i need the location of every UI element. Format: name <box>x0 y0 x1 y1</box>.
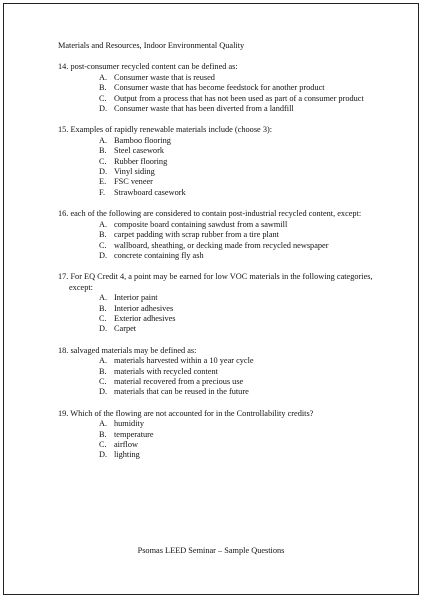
option-letter: C. <box>99 93 107 103</box>
answer-option <box>99 419 398 429</box>
option-letter: C. <box>99 440 107 449</box>
option-letter: A. <box>99 135 108 145</box>
option-text: materials harvested within a 10 year cycle <box>114 356 254 366</box>
answer-option <box>99 157 398 167</box>
answer-option <box>99 167 398 177</box>
answer-option <box>99 241 398 251</box>
answer-option <box>99 387 398 397</box>
question-block <box>58 62 398 114</box>
option-text: Vinyl siding <box>114 167 155 177</box>
question-text: 14. post-consumer recycled content can be defined as: <box>58 62 238 72</box>
option-text: Consumer waste that has become feedstock for another product <box>114 83 325 93</box>
answer-option <box>99 94 398 104</box>
option-letter: A. <box>99 419 108 429</box>
option-letter: D. <box>99 324 108 334</box>
option-text: wallboard, sheathing, or decking made from recycled newspaper <box>114 240 329 250</box>
option-text: materials with recycled content <box>114 366 218 376</box>
answer-option <box>99 251 398 261</box>
option-letter: D. <box>99 250 108 260</box>
option-letter: B. <box>99 366 107 376</box>
option-text: Interior adhesives <box>114 303 174 313</box>
option-letter: B. <box>99 146 107 156</box>
answer-option <box>99 83 398 93</box>
option-letter: C. <box>99 156 107 166</box>
answer-option <box>99 324 398 334</box>
option-text: concrete containing fly ash <box>114 250 204 260</box>
option-text: Steel casework <box>114 146 164 156</box>
answer-option <box>99 314 398 324</box>
option-text: Strawboard casework <box>114 187 186 197</box>
answer-option <box>99 367 398 377</box>
option-text: carpet padding with scrap rubber from a tire plant <box>114 230 279 240</box>
answer-option <box>99 440 398 450</box>
option-text: Consumer waste that is reused <box>114 72 215 82</box>
option-text: Rubber flooring <box>114 156 168 166</box>
question-list <box>58 62 398 460</box>
option-letter: E. <box>99 177 107 187</box>
option-letter: C. <box>99 313 107 323</box>
page-footer: Psomas LEED Seminar – Sample Questions <box>137 546 285 555</box>
option-letter: D. <box>99 104 108 114</box>
page-content <box>58 41 398 472</box>
question-text: 16. each of the following are considered to contain post-industrial recycled content, except: <box>58 209 362 219</box>
option-letter: B. <box>99 429 107 439</box>
option-text: Carpet <box>114 324 137 334</box>
option-text: FSC veneer <box>114 177 153 187</box>
option-text: Bamboo flooring <box>114 135 171 145</box>
question-text: 17. For EQ Credit 4, a point may be earned for low VOC materials in the following categories, except: <box>58 272 373 292</box>
question-text: 15. Examples of rapidly renewable materials include (choose 3): <box>58 125 273 135</box>
option-letter: D. <box>99 167 108 177</box>
option-text: materials that can be reused in the future <box>114 387 249 397</box>
option-letter: A. <box>99 219 108 229</box>
option-text: humidity <box>114 419 144 429</box>
option-letter: F. <box>99 187 106 197</box>
question-text: 19. Which of the flowing are not accounted for in the Controllability credits? <box>58 408 314 418</box>
answer-option <box>99 146 398 156</box>
question-block <box>58 272 398 334</box>
option-letter: B. <box>99 303 107 313</box>
answer-option <box>99 220 398 230</box>
answer-option <box>99 356 398 366</box>
option-letter: A. <box>99 293 108 303</box>
option-letter: A. <box>99 356 108 366</box>
answer-option <box>99 450 398 460</box>
question-block <box>58 346 398 398</box>
option-letter: D. <box>99 387 108 397</box>
option-text: Output from a process that has not been used as part of a consumer product <box>114 93 364 103</box>
question-block <box>58 125 398 198</box>
question-block <box>58 209 398 261</box>
answer-option <box>99 304 398 314</box>
option-text: Exterior adhesives <box>114 313 176 323</box>
option-letter: B. <box>99 83 107 93</box>
answer-option <box>99 293 398 303</box>
answer-option <box>99 104 398 114</box>
option-text: Consumer waste that has been diverted from a landfill <box>114 104 294 114</box>
option-letter: C. <box>99 376 107 386</box>
option-letter: C. <box>99 240 107 250</box>
option-text: lighting <box>114 450 140 460</box>
option-text: temperature <box>114 429 154 439</box>
answer-option <box>99 230 398 240</box>
option-letter: B. <box>99 230 107 240</box>
answer-option <box>99 73 398 83</box>
answer-option <box>99 377 398 387</box>
option-letter: D. <box>99 450 108 460</box>
document-page <box>3 3 419 595</box>
answer-option <box>99 430 398 440</box>
answer-option <box>99 177 398 187</box>
option-text: Interior paint <box>114 293 158 303</box>
option-text: airflow <box>114 440 138 449</box>
answer-option <box>99 136 398 146</box>
question-text: 18. salvaged materials may be defined as: <box>58 345 197 355</box>
question-block <box>58 409 398 461</box>
option-text: composite board containing sawdust from a sawmill <box>114 219 288 229</box>
answer-option <box>99 188 398 198</box>
option-letter: A. <box>99 72 108 82</box>
option-text: material recovered from a precious use <box>114 376 244 386</box>
page-heading: Materials and Resources, Indoor Environmental Quality <box>58 41 245 50</box>
